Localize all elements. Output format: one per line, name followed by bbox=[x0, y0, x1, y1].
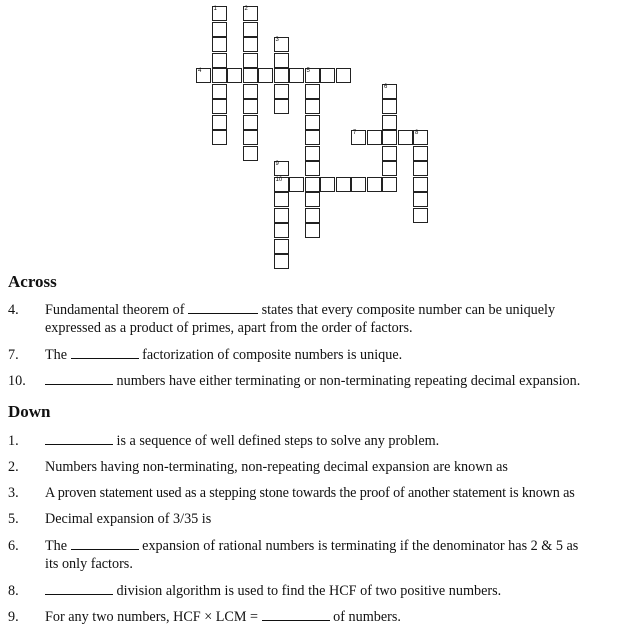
crossword-cell bbox=[305, 115, 320, 130]
across-clue-10: 10. numbers have either terminating or non-terminating repeating decimal expansion. bbox=[8, 373, 581, 389]
crossword-cell bbox=[258, 68, 273, 83]
crossword-cell bbox=[320, 177, 335, 192]
crossword-cell bbox=[413, 208, 428, 223]
crossword-grid bbox=[0, 0, 628, 275]
clue-number: 8. bbox=[8, 583, 19, 599]
clue-number: 1. bbox=[8, 433, 19, 449]
crossword-cell bbox=[305, 223, 320, 238]
crossword-cell bbox=[305, 146, 320, 161]
cell-number: 2 bbox=[244, 6, 248, 12]
crossword-cell bbox=[212, 84, 227, 99]
answer-blank bbox=[45, 582, 113, 595]
crossword-cell bbox=[243, 130, 258, 145]
crossword-cell bbox=[351, 177, 366, 192]
crossword-cell bbox=[227, 68, 242, 83]
crossword-cell bbox=[212, 22, 227, 37]
crossword-cell bbox=[305, 84, 320, 99]
crossword-cell bbox=[243, 84, 258, 99]
crossword-cell bbox=[413, 177, 428, 192]
crossword-cell bbox=[382, 84, 397, 99]
crossword-cell bbox=[243, 115, 258, 130]
crossword-cell bbox=[320, 68, 335, 83]
crossword-cell bbox=[274, 208, 289, 223]
crossword-cell bbox=[243, 99, 258, 114]
crossword-cell bbox=[351, 130, 366, 145]
crossword-cell bbox=[243, 37, 258, 52]
crossword-cell bbox=[212, 99, 227, 114]
crossword-cell bbox=[274, 84, 289, 99]
crossword-cell bbox=[382, 99, 397, 114]
crossword-cell bbox=[367, 177, 382, 192]
crossword-cell bbox=[212, 115, 227, 130]
down-heading: Down bbox=[8, 402, 51, 421]
cell-number: 7 bbox=[353, 130, 357, 136]
cell-number: 1 bbox=[213, 6, 217, 12]
crossword-cell bbox=[212, 6, 227, 21]
clue-number: 7. bbox=[8, 347, 19, 363]
crossword-cell bbox=[382, 146, 397, 161]
clue-number: 3. bbox=[8, 485, 19, 501]
crossword-cell bbox=[289, 68, 304, 83]
crossword-cell bbox=[382, 130, 397, 145]
cell-number: 8 bbox=[415, 130, 419, 136]
cell-number: 10 bbox=[275, 176, 283, 183]
crossword-cell bbox=[212, 53, 227, 68]
crossword-cell bbox=[289, 177, 304, 192]
down-clue-1: 1. is a sequence of well defined steps to solve any problem. bbox=[8, 433, 440, 449]
crossword-cell bbox=[305, 99, 320, 114]
crossword-cell bbox=[196, 68, 211, 83]
crossword-cell bbox=[243, 6, 258, 21]
crossword-cell bbox=[274, 37, 289, 52]
crossword-cell bbox=[212, 130, 227, 145]
across-clue-7: 7. The factorization of composite numbers is unique. bbox=[8, 347, 403, 363]
crossword-cell bbox=[305, 192, 320, 207]
cell-number: 6 bbox=[384, 83, 388, 90]
crossword-cell bbox=[413, 146, 428, 161]
crossword-cell bbox=[305, 161, 320, 176]
crossword-cell bbox=[274, 177, 289, 192]
crossword-cell bbox=[243, 68, 258, 83]
answer-blank bbox=[45, 432, 113, 445]
crossword-cell bbox=[274, 239, 289, 254]
crossword-cell bbox=[274, 53, 289, 68]
answer-blank bbox=[188, 301, 258, 314]
crossword-cell bbox=[305, 130, 320, 145]
crossword-cell bbox=[382, 161, 397, 176]
across-heading: Across bbox=[8, 272, 57, 291]
cell-number: 4 bbox=[198, 68, 202, 74]
clue-number: 6. bbox=[8, 538, 19, 554]
down-clue-6: 6. The expansion of rational numbers is terminating if the denominator has 2 & 5 as its only factors. bbox=[8, 538, 579, 572]
answer-blank bbox=[71, 537, 139, 550]
crossword-cell bbox=[274, 161, 289, 176]
crossword-cell bbox=[305, 177, 320, 192]
crossword-cell bbox=[274, 254, 289, 269]
crossword-cell bbox=[336, 68, 351, 83]
cell-number: 9 bbox=[275, 161, 279, 167]
crossword-cell bbox=[382, 177, 397, 192]
down-clue-9: 9. For any two numbers, HCF × LCM = of numbers. bbox=[8, 609, 401, 625]
clue-number: 2. bbox=[8, 459, 19, 475]
crossword-cell bbox=[413, 192, 428, 207]
answer-blank bbox=[45, 372, 113, 385]
clue-number: 9. bbox=[8, 609, 19, 625]
crossword-cell bbox=[274, 99, 289, 114]
crossword-cell bbox=[243, 53, 258, 68]
cell-number: 3 bbox=[275, 37, 279, 43]
crossword-cell bbox=[398, 130, 413, 145]
crossword-cell bbox=[382, 115, 397, 130]
crossword-cell bbox=[305, 68, 320, 83]
down-clue-8: 8. division algorithm is used to find the HCF of two positive numbers. bbox=[8, 583, 502, 599]
crossword-cell bbox=[274, 223, 289, 238]
crossword-cell bbox=[274, 68, 289, 83]
answer-blank bbox=[71, 346, 139, 359]
crossword-cell bbox=[305, 208, 320, 223]
cell-number: 5 bbox=[306, 68, 310, 74]
crossword-cell bbox=[367, 130, 382, 145]
clue-number: 4. bbox=[8, 302, 19, 318]
clue-number: 5. bbox=[8, 511, 19, 527]
crossword-cell bbox=[413, 161, 428, 176]
crossword-cell bbox=[212, 68, 227, 83]
crossword-cell bbox=[243, 22, 258, 37]
crossword-cell bbox=[243, 146, 258, 161]
crossword-cell bbox=[274, 192, 289, 207]
down-clue-5: 5. Decimal expansion of 3/35 is bbox=[8, 511, 212, 527]
clue-number: 10. bbox=[8, 373, 26, 389]
across-clue-4: 4. Fundamental theorem of states that every composite number can be uniquely expressed as a product of primes, apart from the order of factors. bbox=[8, 302, 556, 336]
crossword-cell bbox=[212, 37, 227, 52]
answer-blank bbox=[262, 608, 330, 621]
crossword-cell bbox=[413, 130, 428, 145]
crossword-cell bbox=[336, 177, 351, 192]
down-clue-3: 3. A proven statement used as a stepping stone towards the proof of another statement is known as bbox=[8, 485, 575, 501]
down-clue-2: 2. Numbers having non-terminating, non-repeating decimal expansion are known as bbox=[8, 459, 508, 475]
